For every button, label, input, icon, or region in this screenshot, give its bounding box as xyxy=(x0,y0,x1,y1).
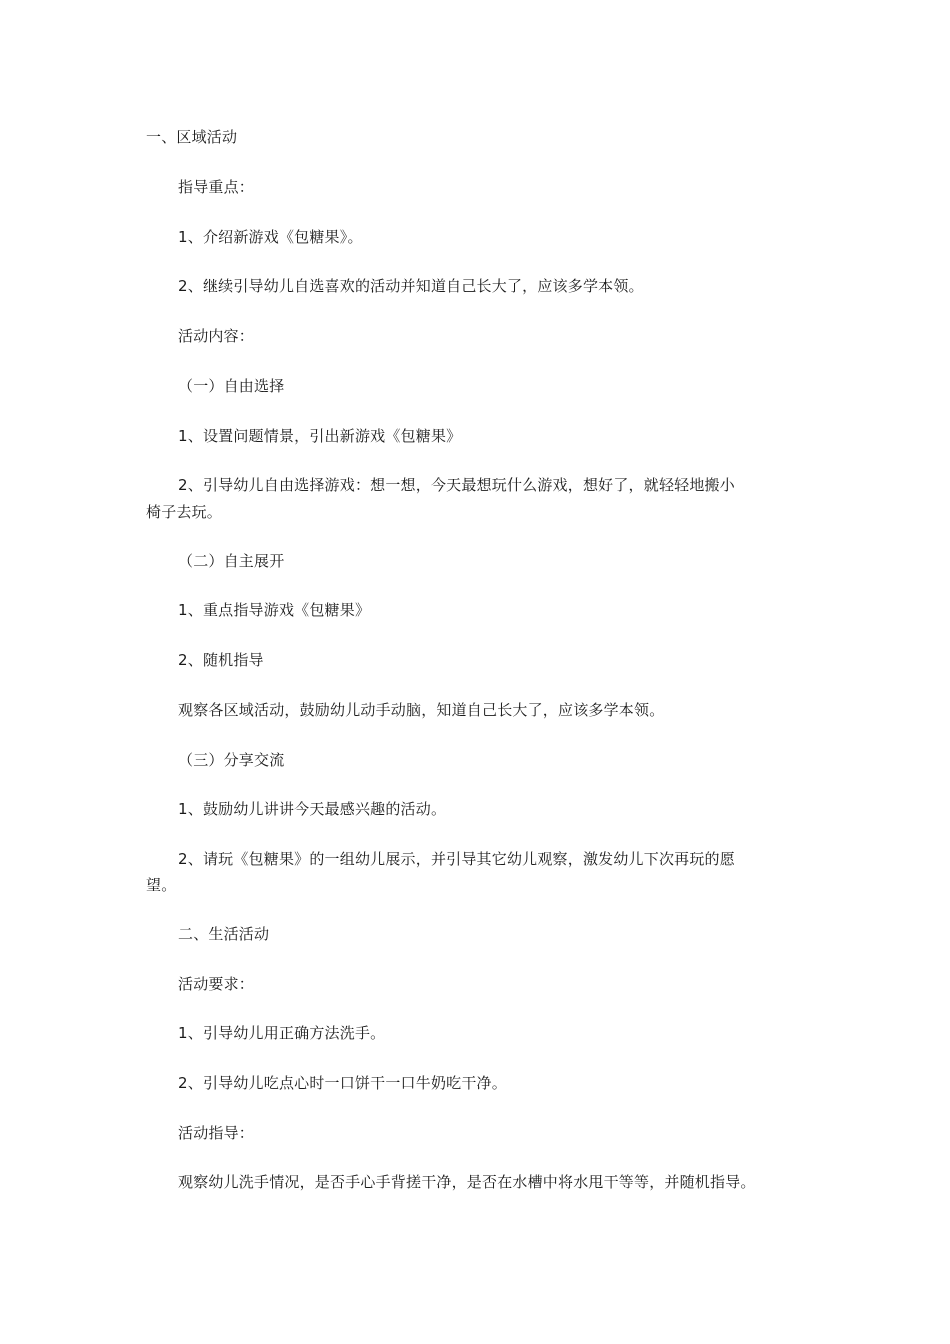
sharing-item-2-line-2: 望。 xyxy=(146,876,177,894)
activity-requirements-label: 活动要求： xyxy=(178,975,255,993)
section-heading-regional-activity: 一、区域活动 xyxy=(146,128,238,146)
free-choice-item-2-line-2: 椅子去玩。 xyxy=(146,503,223,521)
requirement-item-2: 2、引导幼儿吃点心时一口饼干一口牛奶吃干净。 xyxy=(178,1074,507,1092)
subsection-autonomous-play: （二）自主展开 xyxy=(178,552,285,570)
guidance-item-2: 2、继续引导幼儿自选喜欢的活动并知道自己长大了，应该多学本领。 xyxy=(178,277,644,295)
activity-guidance-label: 活动指导： xyxy=(178,1124,255,1142)
observation-paragraph: 观察各区域活动，鼓励幼儿动手动脑，知道自己长大了，应该多学本领。 xyxy=(178,701,665,719)
activity-content-label: 活动内容： xyxy=(178,327,255,345)
handwashing-observation-paragraph: 观察幼儿洗手情况，是否手心手背搓干净，是否在水槽中将水甩干等等，并随机指导。 xyxy=(178,1173,756,1191)
autonomous-item-2: 2、随机指导 xyxy=(178,651,264,669)
section-heading-daily-life: 二、生活活动 xyxy=(178,925,270,943)
guidance-focus-label: 指导重点： xyxy=(178,178,255,196)
free-choice-item-2-line-1: 2、引导幼儿自由选择游戏：想一想，今天最想玩什么游戏，想好了，就轻轻地搬小 xyxy=(178,476,735,494)
sharing-item-2-line-1: 2、请玩《包糖果》的一组幼儿展示，并引导其它幼儿观察，激发幼儿下次再玩的愿 xyxy=(178,850,735,868)
guidance-item-1: 1、介绍新游戏《包糖果》。 xyxy=(178,228,363,246)
free-choice-item-1: 1、设置问题情景，引出新游戏《包糖果》 xyxy=(178,427,462,445)
subsection-free-choice: （一）自由选择 xyxy=(178,377,285,395)
subsection-sharing: （三）分享交流 xyxy=(178,751,285,769)
autonomous-item-1: 1、重点指导游戏《包糖果》 xyxy=(178,601,371,619)
sharing-item-1: 1、鼓励幼儿讲讲今天最感兴趣的活动。 xyxy=(178,800,447,818)
requirement-item-1: 1、引导幼儿用正确方法洗手。 xyxy=(178,1024,386,1042)
